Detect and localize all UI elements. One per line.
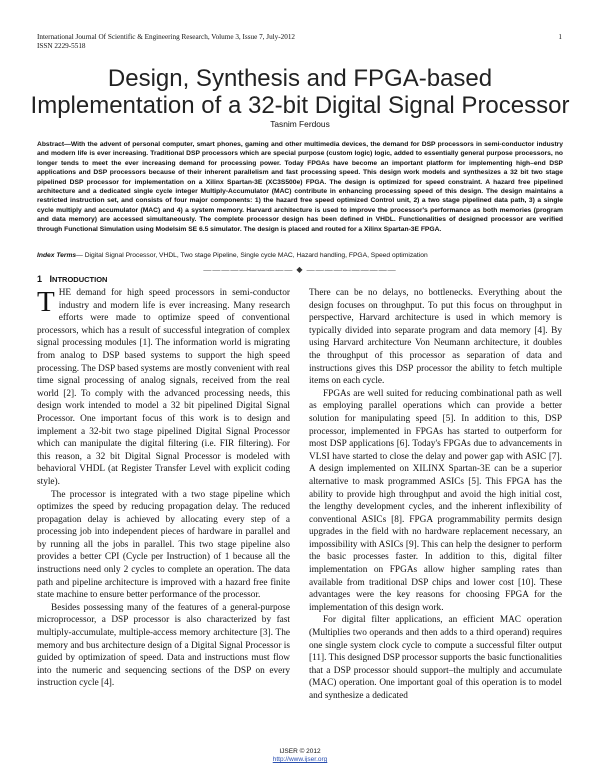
section-title-rest: NTRODUCTION — [52, 275, 108, 284]
abstract-label: Abstract — [37, 141, 65, 148]
title-line-1: Design, Synthesis and FPGA-based — [107, 65, 493, 92]
footer-url-link[interactable]: http://www.ijser.org — [272, 756, 328, 763]
intro-paragraph-1 — [37, 287, 290, 489]
author-name: Tasnim Ferdous — [270, 119, 330, 129]
section-number: 1 — [37, 274, 43, 284]
journal-line: International Journal Of Scientific & Engineering Research, Volume 3, Issue 7, July-2012 — [37, 33, 296, 41]
right-column — [309, 287, 562, 703]
title-line-2: Implementation of a 32-bit Digital Signal Processor — [30, 92, 570, 119]
intro-paragraph-2: The processor is integrated with a two stage pipeline which optimizes the speed by reducing propagation delay. The reduced propagation delay is achieved by allocating every step of a processing job into independent pieces of hardware in parallel and by running all the jobs in parallel. This two stage pipeline also provides a better CPI (Cycle per Instruction) of 1 because all the instructions need only 2 cycles to complete an operation. The data path and pipeline architecture is improved with a hazard free finite state machine to ensure better performance of the processor. — [37, 489, 290, 601]
left-column — [37, 273, 290, 690]
abstract-text: —With the advent of personal computer, smart phones, gaming and other multimedia devices, the demand for DSP processors in semi-conductor industry and modern life is ever increasing. Traditional DSP processors which are special purpose (custom logic) logic, added to essentially general purpose processors, no longer tends to meet the ever increasing demand for processing power. Today FPGAs have become an important platform for implementing high–end DSP applications and DSP processors because of their inherent parallelism and fast processing speed. This design work models and synthesizes a 32 bit two stage pipelined DSP processor for implementation on a Xilinx Spartan-3E (XC3S500e) FPGA. The design is optimized for speed constraint. A hazard free pipelined architecture and a dedicated single cycle integer Multiply-Accumulator (MAC) contribute in enhancing processing speed of this design. The design maintains a restricted instruction set, and consists of four major components: 1) the hazard free speed optimized Control unit, 2) a two stage pipelined data path, 3) a single cycle multiply and accumulator (MAC) and 4) a system memory. Harvard architecture is used to improve the processor's performance as both memories (program and data memory) are accessed simultaneously. The complete processor design has been defined in VHDL. Functionalities of designed processor are verified through Functional Simulation using Modelsim SE 6.5 simulator. The design is placed and routed for a Xilinx Spartan-3E FPGA. — [37, 141, 563, 233]
drop-cap: T — [37, 286, 55, 318]
page-footer — [0, 748, 600, 764]
index-terms — [37, 252, 563, 259]
abstract — [37, 140, 563, 234]
right-paragraph-1: There can be no delays, no bottlenecks. Everything about the design focuses on throughput. To put this focus on throughput in perspective, Harvard architecture is used in which memory is typically divided into separate program and data memory [4]. By using Harvard architecture Von Neumann architecture, it doubles the throughput of this processor as separation of data and instructions gives this DSP processor the ability to fetch multiple items on each cycle. — [309, 288, 562, 387]
section-initial: I — [49, 274, 53, 284]
paper-title — [30, 65, 570, 119]
right-paragraph-2: FPGAs are well suited for reducing combinational path as well as employing parallel operations which can provide a better solution for manipulating speed [5]. In addition to this, DSP processor, implemented in FPGAs has started to outperform for most DSP applications [6]. Today's FPGAs due to advancements in VLSI have started to close the delay and power gap with ASIC [7]. A design implemented on XILINX Spartan-3E can be a superior alternative to mask programmed ASICs [5]. This FPGA has the ability to provide high throughput and avoid the high initial cost, the lengthy development cycles, and the inherent inflexibility of conventional ASICs [8]. FPGA programmability permits design upgrades in the field with no hardware replacement necessary, an impossibility with ASICs [9]. This can help the designer to perform the basic processes faster. In addition to this, digital filter implementation on FPGAs allow higher sampling rates than available from traditional DSP chips and lower cost [10]. These advantages were the key reasons for choosing FPGA for the implementation of this design work. — [309, 388, 562, 613]
index-terms-text: — Digital Signal Processor, VHDL, Two stage Pipeline, Single cycle MAC, Hazard handling, FPGA, Speed optimization — [76, 252, 428, 259]
intro-paragraph-3: Besides possessing many of the features of a general-purpose microprocessor, a DSP processor is also characterized by fast multiply-accumulate, multiple-access memory architecture [3]. The memory and bus architecture design of a Digital Signal Processor is guided by optimization of speed. Data and instructions must flow into the numeric and sequencing sections of the DSP on every instruction cycle [4]. — [37, 602, 290, 689]
journal-header — [37, 33, 295, 51]
page-number: 1 — [558, 33, 562, 41]
issn: ISSN 2229-5518 — [37, 42, 86, 50]
index-terms-label: Index Terms — [37, 252, 77, 259]
footer-copyright: IJSER © 2012 — [279, 748, 321, 755]
intro-paragraph-1-text: HE demand for high speed processors in semi-conductor industry and modern life is ever increasing. Many research efforts were made to optimize speed of conventional processors, which has a result of successful integration of complex signal processing modules [1]. The information world is migrating from analog to DSP based systems to support the high speed processing. The DSP based systems are mostly convenient with real time signal processing of analog signals, received from the real world [2]. To comply with the advanced processing needs, this design work intended to model a 32 bit pipelined Digital Signal Processor. One important focus of this work is to design and implement a 32-bit two stage pipelined Digital Signal Processor which can manipulate the digital filtering (i.e. FIR filtering). For this reason, a 32 bit Digital Signal Processor is modeled with behavioral VHDL (at Register Transfer Level with explicit coding style). — [37, 288, 290, 487]
section-heading — [37, 273, 290, 285]
right-paragraph-3: For digital filter applications, an efficient MAC operation (Multiplies two operands and then adds to a third operand) requires one single system clock cycle to compute a successful filter output [11]. This designed DSP processor supports the basic functionalities that a DSP processor should support–the multiply and accumulate (MAC) operation. One important goal of this operation is to model and synthesize a dedicated — [309, 615, 562, 701]
section-divider: —————————— ◆ —————————— — [203, 265, 397, 274]
